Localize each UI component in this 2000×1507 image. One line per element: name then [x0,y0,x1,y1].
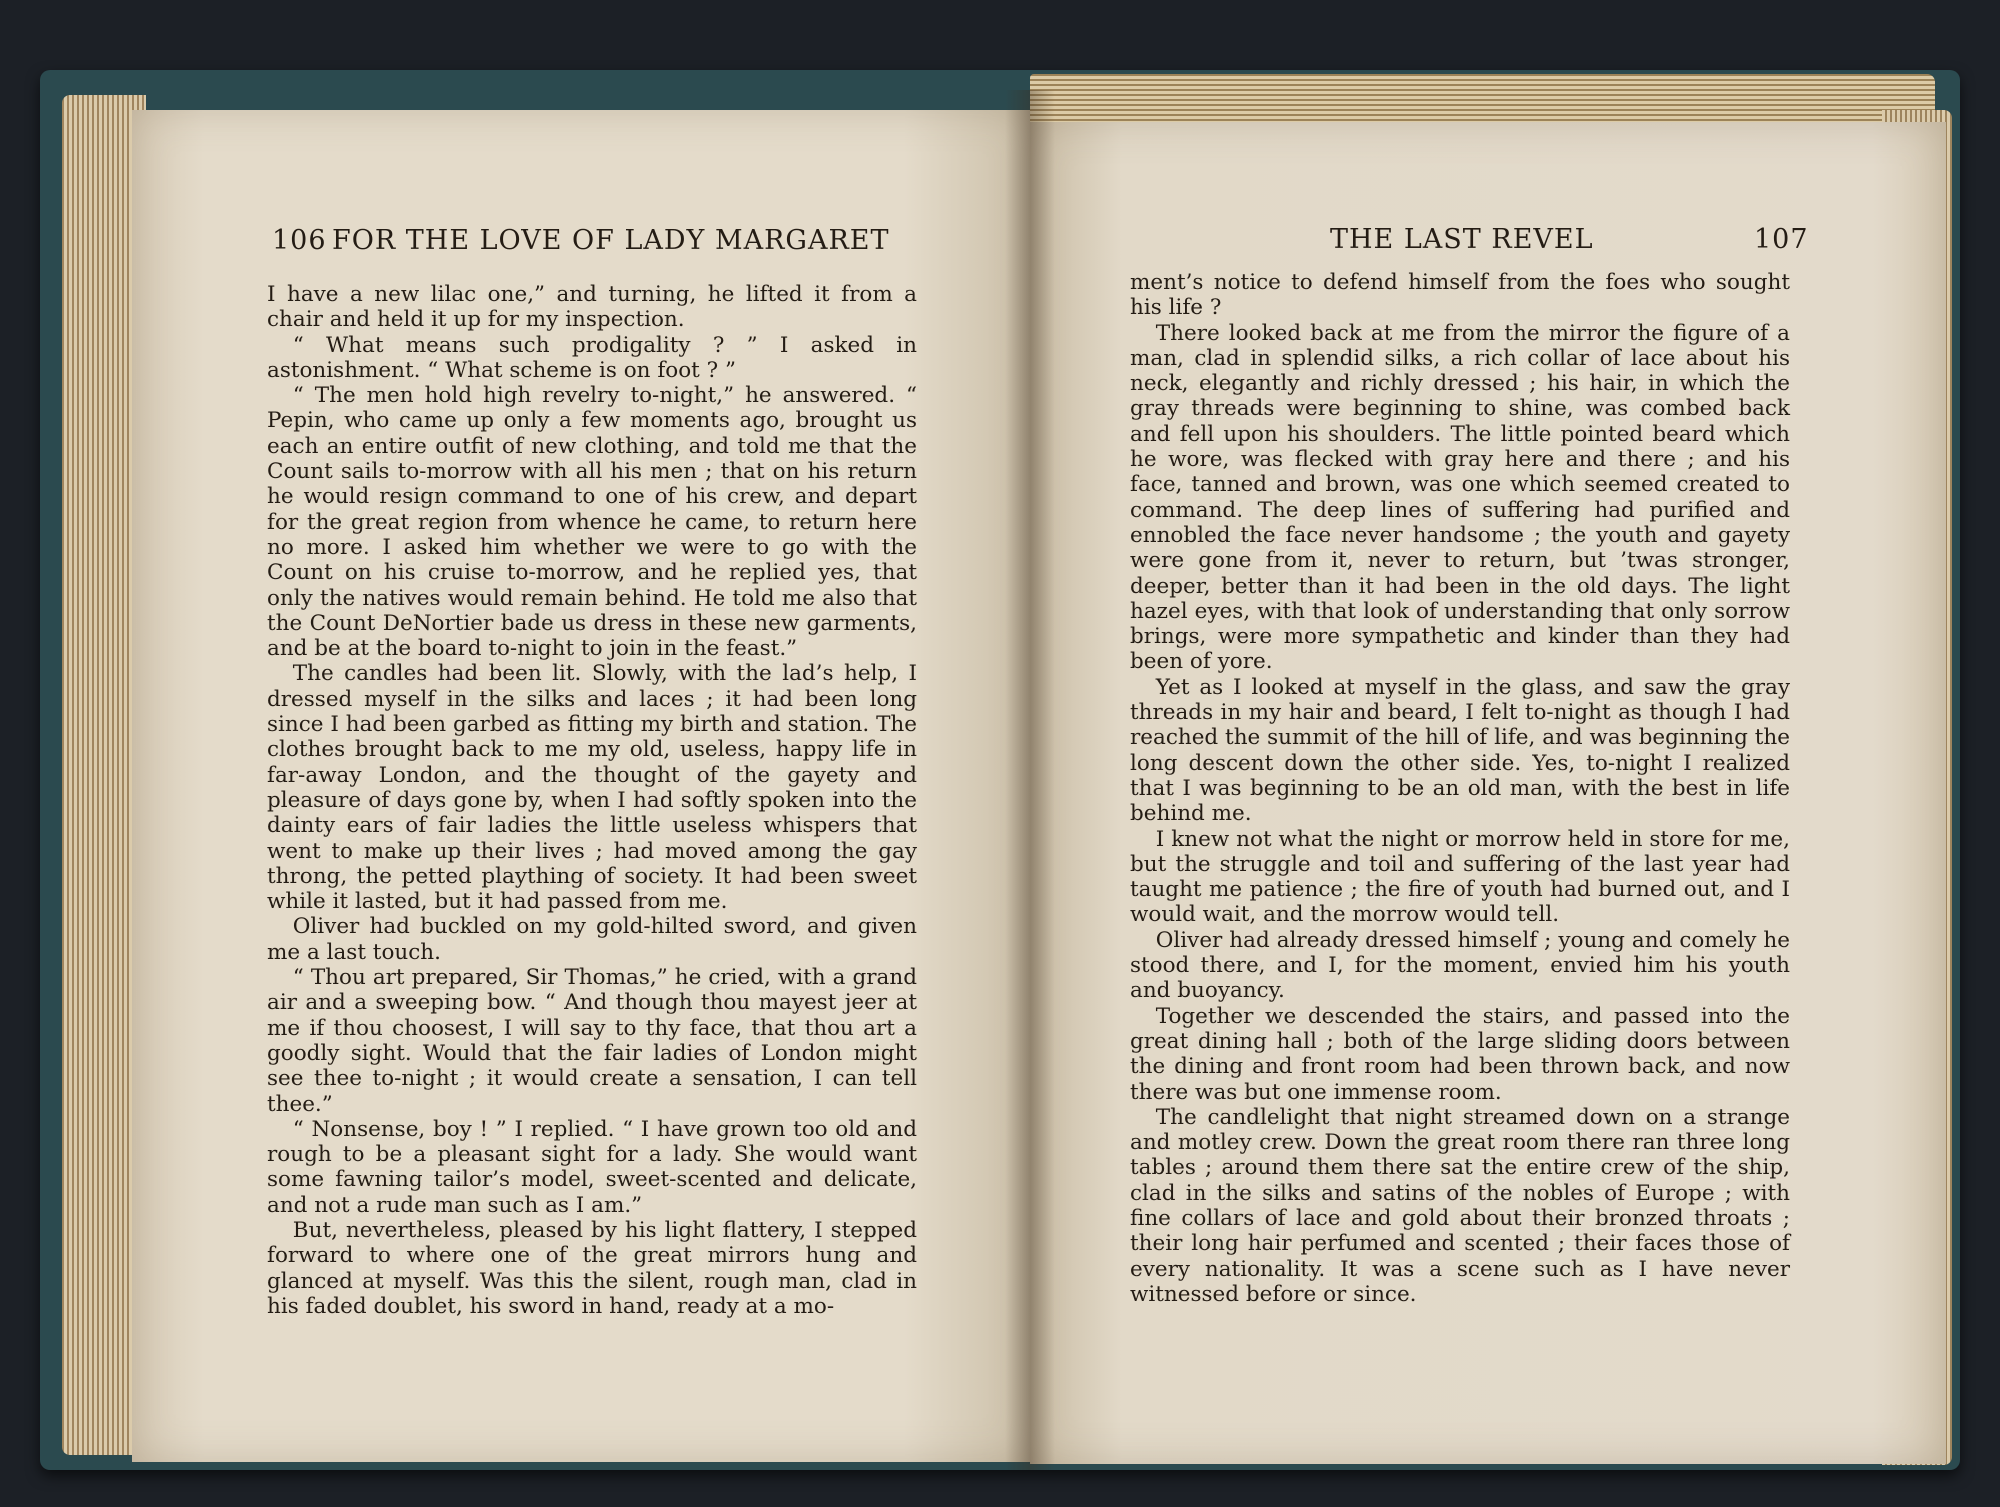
book-gutter [1005,90,1055,1470]
left-page-text [267,282,917,1319]
paragraph: “ The men hold high revelry to-night,” he answered. “ Pepin, who came up only a few moments ago, brought us each an entire outfit of new clothing, and told me that the Count sails to-morrow with all his men ; that on his return he would resign command to one of his crew, and depart for the great region from whence he came, to return here no more. I asked him whether we were to go with the Count on his cruise to-morrow, and he replied yes, that only the natives would remain behind. He told me also that the Count DeNortier bade us dress in these new garments, and be at the board to-night to join in the feast.” [267,383,917,662]
paragraph: The candles had been lit. Slowly, with the lad’s help, I dressed myself in the silks and laces ; it had been long since I had been garbed as fitting my birth and station. The clothes brought back to me my old, useless, happy life in far-away London, and the thought of the gayety and pleasure of days gone by, when I had softly spoken into the dainty ears of fair ladies the little useless whispers that went to make up their lives ; had moved among the gay throng, the petted plaything of society. It had been sweet while it lasted, but it had passed from me. [267,661,917,915]
page-number-left: 106 [272,225,327,256]
right-page [1030,122,1946,1464]
running-head-right: THE LAST REVEL [1330,224,1594,255]
paragraph: “ What means such prodigality ? ” I asked in astonishment. “ What scheme is on foot ? ” [267,332,917,383]
running-head-left: FOR THE LOVE OF LADY MARGARET [332,225,890,256]
paragraph: I knew not what the night or morrow held in store for me, but the struggle and toil and suffering of the last year had taught me patience ; the fire of youth had burned out, and I would wait, and the morrow would tell. [1130,826,1790,928]
left-page [132,110,1030,1462]
right-page-text [1130,270,1790,1307]
paragraph: “ Nonsense, boy ! ” I replied. “ I have grown too old and rough to be a pleasant sight for a lady. She would want some fawning tailor’s model, sweet-scented and delicate, and not a rude man such as I am.” [267,1116,917,1218]
paragraph: There looked back at me from the mirror the figure of a man, clad in splendid silks, a rich collar of lace about his neck, elegantly and richly dressed ; his hair, in which the gray threads were beginning to shine, was combed back and fell upon his shoulders. The little pointed beard which he wore, was flecked with gray here and there ; and his face, tanned and brown, was one which seemed created to command. The deep lines of suffering had purified and ennobled the face never handsome ; the youth and gayety were gone from it, never to return, but ’twas stronger, deeper, better than it had been in the old days. The light hazel eyes, with that look of understanding that only sorrow brings, were more sympathetic and kinder than they had been of yore. [1130,320,1790,675]
paragraph: “ Thou art prepared, Sir Thomas,” he cried, with a grand air and a sweeping bow. “ And though thou mayest jeer at me if thou choosest, I will say to thy face, that thou art a goodly sight. Would that the fair ladies of London might see thee to-night ; it would create a sensation, I can tell thee.” [267,965,917,1117]
paragraph: I have a new lilac one,” and turning, he lifted it from a chair and held it up for my inspection. [267,282,917,333]
page-number-right: 107 [1754,224,1809,255]
paragraph: But, nevertheless, pleased by his light flattery, I stepped forward to where one of the great mirrors hung and glanced at myself. Was this the silent, rough man, clad in his faded doublet, his sword in hand, ready at a mo- [267,1217,917,1319]
paragraph: Oliver had buckled on my gold-hilted sword, and given me a last touch. [267,914,917,965]
paragraph: The candlelight that night streamed down on a strange and motley crew. Down the great room there ran three long tables ; around them there sat the entire crew of the ship, clad in the silks and satins of the nobles of Europe ; with fine collars of lace and gold about their bronzed throats ; their long hair perfumed and scented ; their faces those of every nationality. It was a scene such as I have never witnessed before or since. [1130,1104,1790,1307]
paragraph: Oliver had already dressed himself ; young and comely he stood there, and I, for the moment, envied him his youth and buoyancy. [1130,927,1790,1004]
paragraph: Yet as I looked at myself in the glass, and saw the gray threads in my hair and beard, I felt to-night as though I had reached the summit of the hill of life, and was beginning the long descent down the other side. Yes, to-night I realized that I was beginning to be an old man, with the best in life behind me. [1130,674,1790,827]
paragraph: Together we descended the stairs, and passed into the great dining hall ; both of the large sliding doors between the dining and front room had been thrown back, and now there was but one immense room. [1130,1003,1790,1105]
paragraph: ment’s notice to defend himself from the foes who sought his life ? [1130,270,1790,321]
page-edges-top [1030,74,1935,128]
